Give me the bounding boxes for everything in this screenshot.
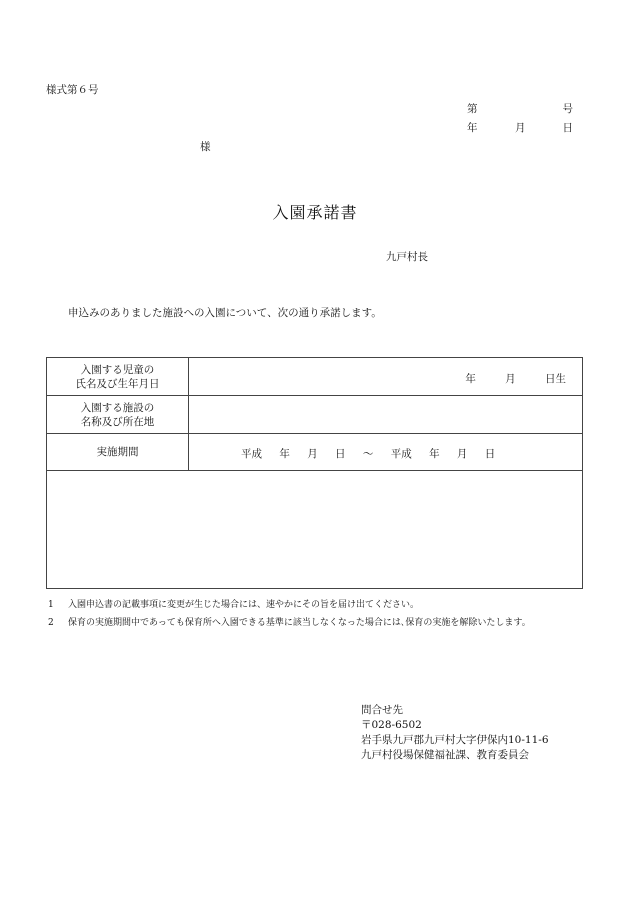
contact-address: 岩手県九戸郡九戸村大字伊保内10-11-6 [361, 734, 549, 746]
table-row [47, 358, 583, 396]
number-prefix: 第 [467, 103, 478, 115]
period-start-year: 年 [279, 448, 290, 460]
birth-month: 月 [505, 373, 516, 385]
period-end-month: 月 [456, 448, 468, 460]
number-suffix: 号 [562, 103, 573, 115]
facility-label-cell [47, 396, 189, 434]
contact-postal-code: 〒028-6502 [361, 719, 422, 731]
period-start-era: 平成 [241, 448, 262, 460]
date-day: 日 [562, 122, 573, 134]
note-number: 1 [48, 600, 54, 610]
facility-value-cell [189, 396, 583, 434]
form-number: 様式第６号 [46, 84, 99, 96]
contact-heading: 問合せ先 [361, 704, 403, 716]
child-label-line1: 入園する児童の [80, 363, 155, 376]
period-fields [241, 446, 509, 461]
note-item [48, 597, 419, 610]
facility-label-line1: 入園する施設の [80, 401, 155, 414]
note-item [48, 615, 531, 628]
period-end-era: 平成 [390, 448, 412, 460]
date-month: 月 [515, 122, 526, 134]
period-separator: ～ [362, 448, 374, 460]
addressee-suffix: 様 [200, 141, 211, 153]
period-end-day: 日 [484, 448, 496, 460]
table-row [47, 434, 583, 471]
period-start-day: 日 [335, 448, 346, 460]
birth-year: 年 [465, 373, 476, 385]
date-year: 年 [467, 122, 478, 134]
period-value-cell [189, 434, 583, 471]
period-label-cell: 実施期間 [47, 434, 189, 471]
facility-label-line2: 名称及び所在地 [80, 415, 155, 428]
issuer-name: 九戸村長 [386, 251, 428, 263]
note-text: 保育の実施期間中であっても保育所へ入園できる基準に該当しなくなった場合には､保育の実施を解除いたします。 [68, 618, 531, 628]
contact-office: 九戸村役場保健福祉課、教育委員会 [361, 749, 529, 761]
approval-table [46, 357, 583, 589]
body-text: 申込みのありました施設への入園について、次の通り承諾します。 [68, 307, 382, 319]
contact-block [361, 703, 549, 763]
period-start-month: 月 [307, 448, 318, 460]
note-number: 2 [48, 618, 54, 628]
note-text: 入園申込書の記載事項に変更が生じた場合には、速やかにその旨を届け出てください。 [68, 600, 420, 610]
table-row [47, 471, 583, 589]
child-label-cell [47, 358, 189, 396]
birth-day: 日生 [545, 373, 566, 385]
period-end-year: 年 [429, 448, 440, 460]
birthdate-fields [439, 371, 566, 386]
child-value-cell [189, 358, 583, 396]
child-label-line2: 氏名及び生年月日 [75, 377, 160, 390]
table-row [47, 396, 583, 434]
remarks-cell [47, 471, 583, 589]
document-title: 入園承諾書 [272, 203, 358, 222]
